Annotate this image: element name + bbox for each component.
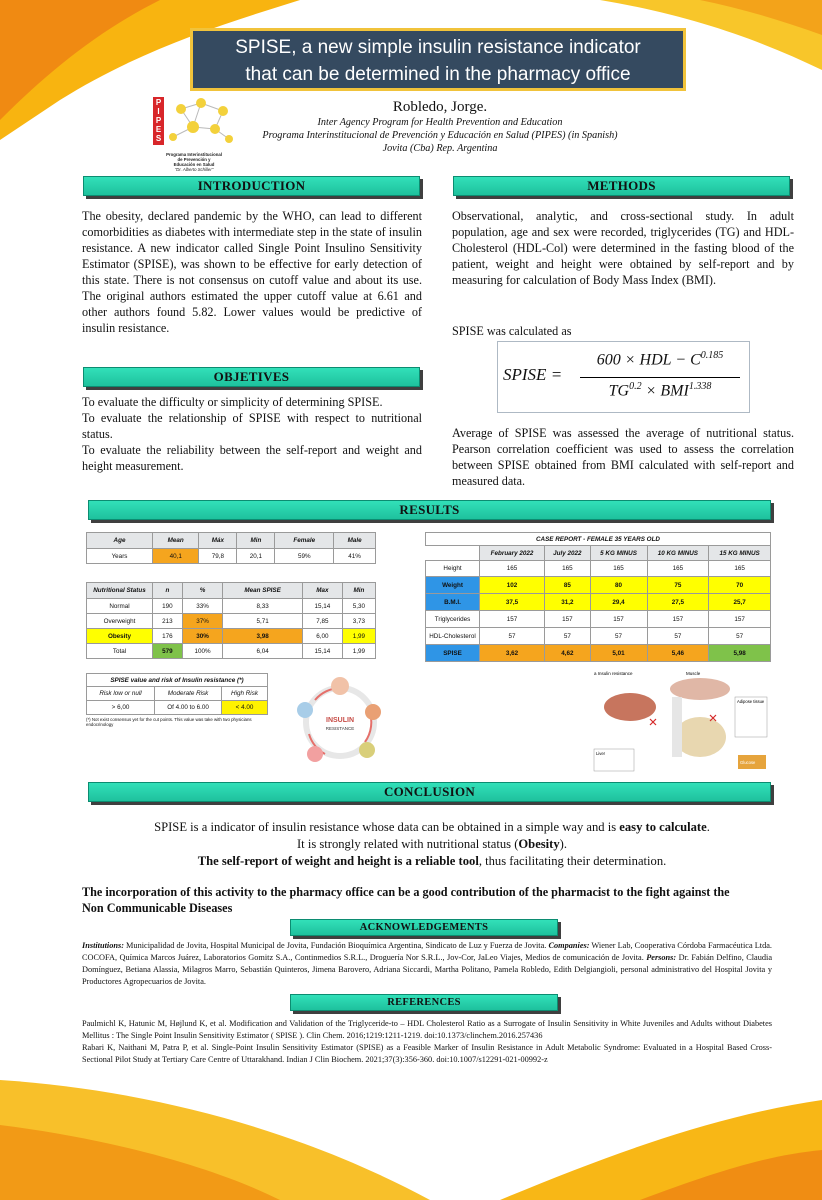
case-cell: 57 [709,628,771,645]
case-cell: 165 [647,561,709,577]
eq-denominator: $TG^{0.2} \times BMI^{1.338}$ [608,381,712,400]
spise-equation [497,341,750,413]
figure1-label: INSULIN [326,717,354,724]
nutri-cell: 579 [153,644,183,659]
nutri-cell: Obesity [87,629,153,644]
case-th: July 2022 [545,546,591,561]
case-cell: 57 [480,628,545,645]
svg-text:P: P [155,98,162,107]
table-row [426,594,771,611]
nutri-th: Max [302,583,342,599]
methods-text: Observational, analytic, and cross-sectional study. In adult population, age and sex were recorded, triglycerides (TG) and HDL-Cholesterol (HDL-Col) were determined in the fasting blood of the patient, weight and height were obtained by self-report and by measuring for calculation of Body Mass Index (BMI). [452,209,794,287]
table-row [87,599,376,614]
case-table-wrap [425,532,771,662]
age-table [86,532,376,564]
affiliation-2: Programa Interinstitucional de Prevención y Educación en Salud (PIPES) (in Spanish) [262,130,618,141]
case-th: 5 KG MINUS [590,546,647,561]
figure2-glucose-label: Glucose [740,760,756,765]
introduction-heading: INTRODUCTION [83,176,420,196]
svg-text:I: I [157,107,160,116]
risk-cell: > 6,00 [87,701,155,715]
nutri-cell: 7,85 [302,614,342,629]
risk-th: Moderate Risk [155,687,222,701]
nutri-cell: Total [87,644,153,659]
logo-graphic [153,97,235,145]
table-row [87,629,376,644]
references-heading: REFERENCES [290,994,558,1011]
logo-caption-1: Programa Interinstitucional [166,152,222,157]
objetive-3: To evaluate the reliability between the self-report and weight and height measurement. [82,443,422,473]
risk-cell: < 4.00 [222,701,268,715]
age-cell: 79,8 [199,549,237,564]
age-th: Female [275,533,334,549]
table-row [426,561,771,577]
case-cell: 165 [545,561,591,577]
introduction-text: The obesity, declared pandemic by the WHO, can lead to different comorbidities as diabetes with intermediate step in the state of insulin resistance. A new indicator called Single Point Insulino Sensitivity Estimator (SPISE), was shown to be effective for early detection of this state. There is not consensus on cutoff value and about its use. The original authors estimated the upper cutoff value at 6.61 and other authors found 5.82. Lower values would be predictive of insulin resistance. [82,209,422,335]
nutri-cell: 15,14 [302,599,342,614]
reference-1: Paulmichl K, Hatunic M, Højlund K, et al. Modification and Validation of the Triglyceride-to – HDL Cholesterol Ratio as a Surrogate of Insulin Sensitivity in White Juveniles and Adults without Diabetes Mellitus : The Single Point Insulin Sensitivity Estimator ( SPISE ). Clin Chem. 2016;1219:1211-1219. doi:10.1373/clinchem.2016.257436 [82,1019,772,1040]
nutri-th: n [153,583,183,599]
case-cell: 157 [545,611,591,628]
case-cell: Weight [426,577,480,594]
nutri-cell: 6,04 [223,644,303,659]
case-cell: 157 [647,611,709,628]
methods-heading: METHODS [453,176,790,196]
affiliation-3: Jovita (Cba) Rep. Argentina [382,143,498,154]
case-cell: 57 [647,628,709,645]
conclusion-heading: CONCLUSION [88,782,771,802]
nutri-cell: 3,98 [223,629,303,644]
nutri-cell: 190 [153,599,183,614]
case-title: CASE REPORT - FEMALE 35 YEARS OLD [426,533,771,546]
case-cell: 31,2 [545,594,591,611]
eq-lhs: SPISE = [503,365,563,384]
case-th: 10 KG MINUS [647,546,709,561]
table-row [426,628,771,645]
acknowledgements-heading: ACKNOWLEDGEMENTS [290,919,558,936]
nutri-th: Min [342,583,375,599]
case-cell: 29,4 [590,594,647,611]
objetives-list [82,394,422,474]
logo-caption-3: Educación en Salud [173,162,215,167]
risk-note: (*) Not exist consensus yet for the cut points. This value was take with two physicians endocrinology [86,717,252,727]
age-cell: Years [87,549,153,564]
risk-cell: Of 4.00 to 6.00 [155,701,222,715]
figure2-title: a Insulin resistance [594,671,633,676]
conclusion-line-3: The self-report of weight and height is a reliable tool, thus facilitating their determination. [197,854,667,868]
case-cell: 102 [480,577,545,594]
nutri-cell: 5,30 [342,599,375,614]
figure1-label-2: RESISTANCE [325,726,355,731]
case-th: February 2022 [480,546,545,561]
age-cell: 20,1 [237,549,275,564]
case-cell: 157 [590,611,647,628]
age-cell: 40,1 [153,549,199,564]
conclusion-text [82,819,782,870]
case-report-table [425,532,771,662]
case-cell: 157 [480,611,545,628]
risk-table-wrap [86,673,268,727]
case-cell: Triglycerides [426,611,480,628]
insulin-resistance-organs-figure [590,667,770,775]
case-cell: HDL-Cholesterol [426,628,480,645]
nutri-cell: 37% [182,614,223,629]
case-cell: B.M.I. [426,594,480,611]
methods-text-2: Average of SPISE was assessed the average of nutritional status. Pearson correlation coefficient was used to assess the correlation between SPISE obtained from BMI calculated with self-report and measured data. [452,426,794,488]
case-cell: 70 [709,577,771,594]
risk-th: Risk low or null [87,687,155,701]
nutri-cell: 176 [153,629,183,644]
figure2-adipose-label: Adipose tissue [737,699,765,704]
svg-text:P: P [155,116,162,125]
conclusion-line-2: It is strongly related with nutritional status (Obesity). [296,837,568,851]
nutri-cell: 100% [182,644,223,659]
nutri-cell: 213 [153,614,183,629]
case-cell: SPISE [426,645,480,662]
case-th [426,546,480,561]
case-cell: Height [426,561,480,577]
age-th: Mean [153,533,199,549]
acknowledgements-text: Institutions: Municipalidad de Jovita, Hospital Municipal de Jovita, Fundación Bioquímica Argentina, Sindicato de Luz y Fuerza de Jovita. Companies: Wiener Lab, Cooperativa Córdoba Farmacéutica Ltda. COCOFA, Química Marcos Juárez, Laboratorios Gomitz S.A., Continmedios S.R.L., Droguería Nor S.R.L., Jov-Cor, JaLeo Viajes, Medios de comunicación de Jovita. Persons: Dr. Fabián Delfino, Claudia Domínguez, Betiana Alassia, Milagros Marro, Sebastián Quinteros, Jimena Barovero, Adriana Siccardi, Martha Politano, Pamela Robledo, Edith Delgiangioli, personal administrativo del Hospital Jovita y Productores Agropecuarios de Jovita. [82,941,773,986]
nutri-cell: 30% [182,629,223,644]
objetives-heading: OBJETIVES [83,367,420,387]
figure2-muscle-label: Muscle [686,671,701,676]
nutri-cell: 1,99 [342,629,375,644]
logo-caption-2: de Prevención y [177,157,211,162]
nutri-th: Nutritional Status [87,583,153,599]
objetive-2: To evaluate the relationship of SPISE with respect to nutritional status. [82,411,422,441]
case-cell: 4,62 [545,645,591,662]
case-cell: 80 [590,577,647,594]
references-text [82,1018,772,1066]
age-table-wrap [86,532,376,564]
affiliation-1: Inter Agency Program for Health Prevention and Education [317,117,563,128]
insulin-resistance-figure [285,670,395,770]
case-cell: 5,01 [590,645,647,662]
risk-title: SPISE value and risk of Insulin resistance (*) [87,674,268,687]
eq-numerator: 600 × HDL − $C^{0.185}$ [596,350,724,369]
nutri-cell: 15,14 [302,644,342,659]
age-cell: 41% [334,549,376,564]
poster-title [190,28,686,91]
nutri-cell: Normal [87,599,153,614]
table-row [87,614,376,629]
results-heading: RESULTS [88,500,771,520]
table-row [426,577,771,594]
nutri-cell: 5,71 [223,614,303,629]
case-cell: 57 [545,628,591,645]
table-row [426,645,771,662]
reference-2: Rabari K, Naithani M, Patra P, et al. Single-Point Insulin Sensitivity Estimator (SPISE) as a Feasible Marker of Insulin Resistance in Adult Metabolic Syndrome: Evaluated in a Hospital Based Cross-Sectional Pilot Study at Tertiary Care Centre of Uttarakhand. Indian J Clin Biochem. 2021;37(3):356-360. doi:10.1007/s12291-021-00992-z [82,1043,772,1064]
risk-table [86,673,268,715]
case-cell: 165 [480,561,545,577]
table-row [87,644,376,659]
conclusion-line-1: SPISE is a indicator of insulin resistance whose data can be obtained in a simple way and is easy to calculate. [154,820,710,834]
nutri-cell: 3,73 [342,614,375,629]
nutritional-status-table [86,582,376,659]
figure2-liver-label: Liver [596,751,606,756]
spise-calc-text: SPISE was calculated as [452,324,572,338]
pipes-logo [153,97,235,172]
case-cell: 165 [590,561,647,577]
case-cell: 85 [545,577,591,594]
nutri-cell: Overweight [87,614,153,629]
logo-caption-4: "Dr. Alberto Schiller" [174,167,214,172]
age-th: Age [87,533,153,549]
objetive-1: To evaluate the difficulty or simplicity of determining SPISE. [82,395,383,409]
case-cell: 27,5 [647,594,709,611]
case-th: 15 KG MINUS [709,546,771,561]
case-cell: 3,62 [480,645,545,662]
age-cell: 59% [275,549,334,564]
author-block [240,98,640,155]
case-cell: 75 [647,577,709,594]
nutri-th: Mean SPISE [223,583,303,599]
nutri-cell: 8,33 [223,599,303,614]
nutri-cell: 1,99 [342,644,375,659]
case-cell: 57 [590,628,647,645]
svg-text:E: E [155,125,162,134]
nutri-cell: 6,00 [302,629,342,644]
age-th: Male [334,533,376,549]
case-cell: 5,46 [647,645,709,662]
risk-th: High Risk [222,687,268,701]
case-cell: 5,98 [709,645,771,662]
case-cell: 165 [709,561,771,577]
title-line-1: SPISE, a new simple insulin resistance indicator [235,37,641,58]
age-th: Máx [199,533,237,549]
age-th: Min [237,533,275,549]
table-row [426,611,771,628]
eq-fraction-bar [580,377,740,378]
final-statement: The incorporation of this activity to the pharmacy office can be a good contribution of the pharmacist to the fight against the Non Communicable Diseases [82,885,730,915]
case-cell: 25,7 [709,594,771,611]
title-line-2: that can be determined in the pharmacy office [245,64,631,85]
author-name: Robledo, Jorge. [392,99,488,115]
nutri-cell: 33% [182,599,223,614]
case-cell: 157 [709,611,771,628]
nutri-table-wrap [86,582,376,659]
nutri-th: % [182,583,223,599]
svg-text:S: S [155,134,162,143]
case-cell: 37,5 [480,594,545,611]
